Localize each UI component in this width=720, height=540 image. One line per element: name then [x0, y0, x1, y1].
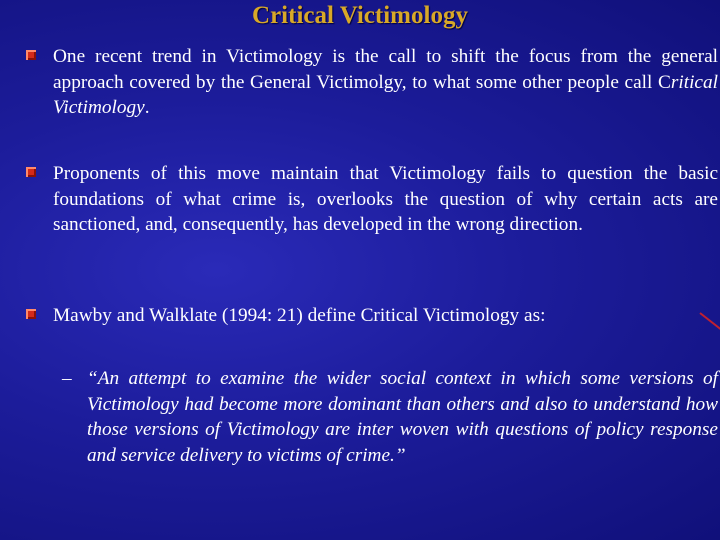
bullet-item: [26, 303, 718, 329]
square-bullet-icon: [26, 50, 36, 60]
bullet-item: [26, 44, 718, 121]
bullet-text-italic: ritical Victimology: [53, 71, 718, 118]
bullet-item: [26, 161, 718, 238]
bullet-text: [53, 44, 718, 121]
slide-title: Critical Victimology: [252, 2, 468, 29]
bullet-text-end: .: [144, 97, 150, 118]
quote-text: “An attempt to examine the wider social context in which some versions of Victimology had become more dominant than others and also to understand how those versions of Victimology are inter woven with questions of policy response and service delivery to victims of crime.”: [87, 368, 718, 466]
dash-marker: –: [62, 368, 72, 389]
bullet-text: Mawby and Walklate (1994: 21) define Critical Victimology as:: [53, 305, 546, 326]
quote-item: [62, 366, 718, 468]
square-bullet-icon: [26, 309, 36, 319]
bullet-text: Proponents of this move maintain that Victimology fails to question the basic foundations of what crime is, overlooks the question of why certain acts are sanctioned, and, consequently, has developed in the wrong direction.: [53, 163, 718, 235]
square-bullet-icon: [26, 167, 36, 177]
bullet-text-part: One recent trend in Victimology is the call to shift the focus from the general approach covered by the General Victimolgy, to what some other people call C: [53, 46, 718, 93]
